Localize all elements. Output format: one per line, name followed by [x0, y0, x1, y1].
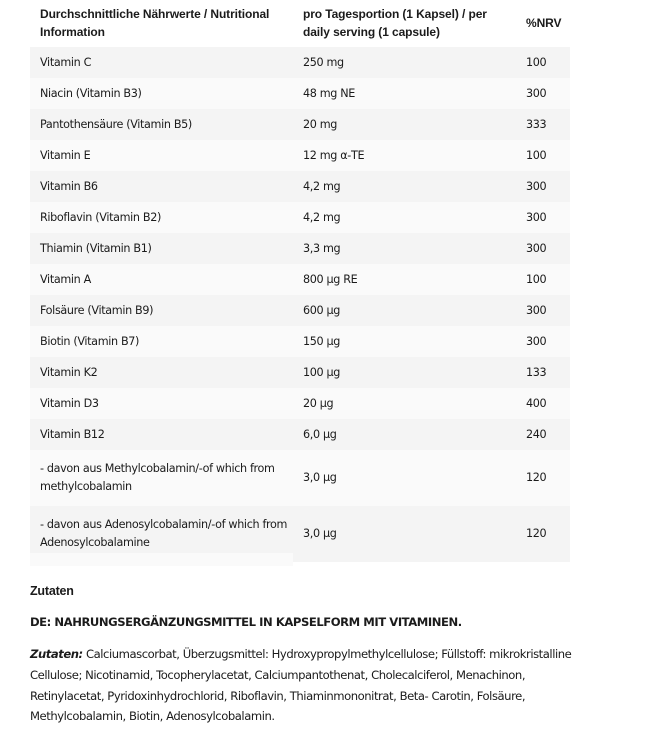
nrv-cell: 400 — [516, 388, 570, 419]
header-nrv: %NRV — [526, 16, 562, 30]
table-header-row — [30, 0, 570, 47]
nrv-cell: 300 — [516, 202, 570, 233]
table-row — [30, 357, 570, 388]
nutrient-cell: Pantothensäure (Vitamin B5) — [30, 109, 293, 140]
nrv-cell: 300 — [516, 233, 570, 264]
amount-cell: 100 µg — [293, 357, 516, 388]
nutrient-cell: Vitamin C — [30, 47, 293, 78]
amount-cell: 6,0 µg — [293, 419, 516, 450]
table-row — [30, 47, 570, 78]
nutrient-cell: Vitamin A — [30, 264, 293, 295]
amount-cell: 600 µg — [293, 295, 516, 326]
nrv-cell: 100 — [516, 140, 570, 171]
nutrient-cell: - davon aus Adenosylcobalamin/-of which from Adenosylcobalamine — [30, 506, 293, 562]
amount-cell: 12 mg α-TE — [293, 140, 516, 171]
table-row — [30, 295, 570, 326]
nrv-cell: 120 — [516, 450, 570, 506]
table-row — [30, 233, 570, 264]
ingredients-label: Zutaten: — [30, 647, 83, 661]
nrv-cell: 240 — [516, 419, 570, 450]
nrv-cell: 100 — [516, 47, 570, 78]
table-row — [30, 326, 570, 357]
table-row — [30, 419, 570, 450]
table-row — [30, 109, 570, 140]
amount-cell: 250 mg — [293, 47, 516, 78]
table-row — [30, 388, 570, 419]
nutrient-cell: Vitamin B6 — [30, 171, 293, 202]
nutrient-cell: Niacin (Vitamin B3) — [30, 78, 293, 109]
ingredients-list: Calciumascorbat, Überzugsmittel: Hydroxypropylmethylcellulose; Füllstoff: mikrokristalline Cellulose; Nicotinamid, Tocopherylacetat, Calciumpantothenat, Cholecalciferol, Menachinon, Retinylacetat, Pyridoxinhydrochlorid, Riboflavin, Thiaminmononitrat, Beta- Carotin, Folsäure, Methylcobalamin, Biotin, Adenosylcobalamin. — [30, 647, 572, 724]
header-per-serving: pro Tagesportion (1 Kapsel) / per daily serving (1 capsule) — [303, 7, 487, 39]
table-row — [30, 78, 570, 109]
amount-cell: 150 µg — [293, 326, 516, 357]
amount-cell: 3,0 µg — [293, 450, 516, 506]
ingredients-subtitle: DE: NAHRUNGSERGÄNZUNGSMITTEL IN KAPSELFORM MIT VITAMINEN. — [30, 615, 462, 629]
nutrient-cell: Folsäure (Vitamin B9) — [30, 295, 293, 326]
amount-cell: 3,3 mg — [293, 233, 516, 264]
ingredients-text — [30, 644, 590, 727]
nrv-cell: 333 — [516, 109, 570, 140]
nutrient-cell: Riboflavin (Vitamin B2) — [30, 202, 293, 233]
amount-cell: 4,2 mg — [293, 171, 516, 202]
amount-cell: 800 µg RE — [293, 264, 516, 295]
amount-cell: 4,2 mg — [293, 202, 516, 233]
table-row — [30, 140, 570, 171]
nutrient-cell: Biotin (Vitamin B7) — [30, 326, 293, 357]
nutrition-table — [30, 0, 570, 562]
nrv-cell: 300 — [516, 295, 570, 326]
nutrient-cell: Thiamin (Vitamin B1) — [30, 233, 293, 264]
nutrient-cell: - davon aus Methylcobalamin/-of which from methylcobalamin — [30, 450, 293, 506]
nutrient-cell: Vitamin E — [30, 140, 293, 171]
nutrient-cell: Vitamin B12 — [30, 419, 293, 450]
table-row — [30, 264, 570, 295]
nutrient-cell: Vitamin K2 — [30, 357, 293, 388]
ingredients-section — [30, 582, 590, 727]
nrv-cell: 100 — [516, 264, 570, 295]
header-nutrient: Durchschnittliche Nährwerte / Nutritional Information — [40, 7, 270, 39]
table-row — [30, 202, 570, 233]
amount-cell: 20 mg — [293, 109, 516, 140]
ingredients-title: Zutaten — [30, 584, 74, 598]
nrv-cell: 133 — [516, 357, 570, 388]
amount-cell: 20 µg — [293, 388, 516, 419]
table-row — [30, 450, 570, 506]
nrv-cell: 300 — [516, 326, 570, 357]
empty-table-cell — [30, 553, 293, 566]
amount-cell: 3,0 µg — [293, 506, 516, 562]
amount-cell: 48 mg NE — [293, 78, 516, 109]
table-row — [30, 171, 570, 202]
nutrient-cell: Vitamin D3 — [30, 388, 293, 419]
nrv-cell: 300 — [516, 171, 570, 202]
nrv-cell: 120 — [516, 506, 570, 562]
nrv-cell: 300 — [516, 78, 570, 109]
